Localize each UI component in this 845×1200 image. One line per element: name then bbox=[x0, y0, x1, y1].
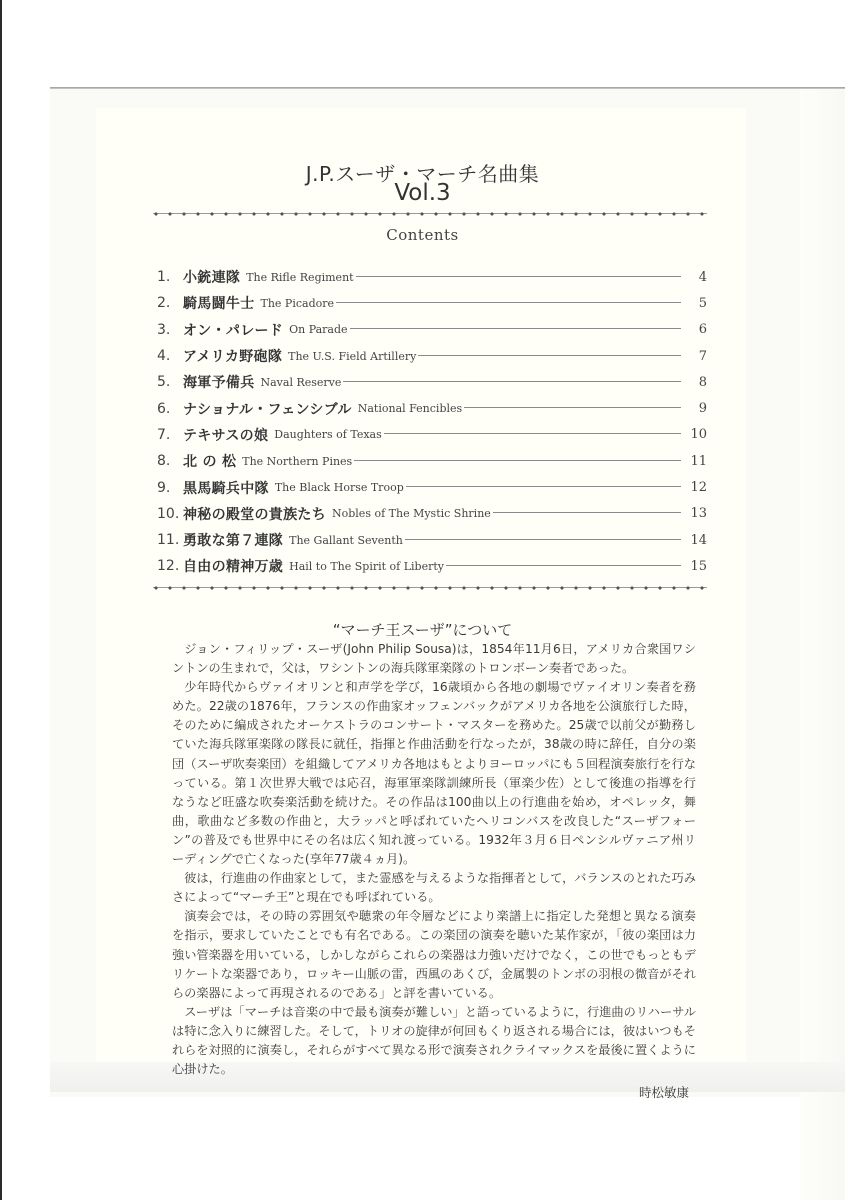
paragraph: 彼は，行進曲の作曲家として，また霊感を与えるような指揮者として，バランスのとれた巧みさによって“マーチ王”と現在でも呼ばれている。 bbox=[172, 871, 696, 905]
toc-title-en: National Fencibles bbox=[357, 402, 463, 416]
toc-page-number: 13 bbox=[690, 506, 707, 522]
toc-title-jp: 勇敢な第７連隊 bbox=[183, 533, 284, 550]
toc-number: 7. bbox=[157, 426, 171, 443]
toc-title-jp: 神秘の殿堂の貴族たち bbox=[183, 506, 326, 523]
toc-entry[interactable] bbox=[157, 395, 707, 421]
toc-title-en: On Parade bbox=[289, 323, 348, 337]
toc-entry[interactable] bbox=[157, 448, 707, 474]
toc-title-jp: 黒馬騎兵中隊 bbox=[183, 480, 269, 497]
toc-number: 6. bbox=[157, 400, 171, 417]
toc-title-en: The Black Horse Troop bbox=[274, 481, 404, 495]
toc-entry[interactable] bbox=[157, 527, 707, 553]
toc-title-jp: 小銃連隊 bbox=[183, 270, 241, 287]
toc-number: 3. bbox=[157, 321, 171, 338]
toc-number: 1. bbox=[157, 269, 171, 286]
toc-page-number: 5 bbox=[698, 295, 707, 311]
leader-line bbox=[464, 407, 681, 408]
contents-heading: Contents bbox=[386, 226, 459, 244]
leader-line bbox=[354, 460, 681, 461]
toc-title-en: Nobles of The Mystic Shrine bbox=[332, 507, 491, 521]
toc-number: 4. bbox=[157, 348, 171, 365]
author-signature: 時松敏康 bbox=[638, 1085, 689, 1100]
toc-page-number: 14 bbox=[690, 532, 707, 548]
toc-title-en: Hail to The Spirit of Liberty bbox=[289, 559, 445, 573]
toc-title-en: The Picadore bbox=[260, 296, 334, 310]
toc-page-number: 7 bbox=[698, 348, 707, 364]
toc-title-jp: オン・パレード bbox=[183, 322, 284, 339]
toc-page-number: 8 bbox=[698, 374, 707, 390]
leader-line bbox=[405, 539, 681, 540]
toc-entry[interactable] bbox=[157, 422, 707, 448]
toc-title-jp: 自由の精神万歳 bbox=[183, 559, 284, 576]
about-body bbox=[172, 640, 696, 1079]
toc-page-number: 4 bbox=[698, 269, 707, 285]
leader-line bbox=[406, 486, 681, 487]
toc-number: 5. bbox=[157, 374, 171, 391]
toc-title-jp: 海軍予備兵 bbox=[183, 375, 255, 392]
about-heading: “マーチ王スーザ”について bbox=[332, 621, 513, 639]
ornament-divider-top bbox=[153, 211, 707, 217]
page-top-edge bbox=[50, 87, 845, 89]
toc-entry[interactable] bbox=[157, 317, 707, 343]
leader-line bbox=[446, 565, 681, 566]
toc-number: 9. bbox=[157, 479, 171, 496]
toc-title-en: The Rifle Regiment bbox=[246, 270, 354, 284]
toc-number: 10. bbox=[157, 505, 180, 522]
toc-number: 8. bbox=[157, 453, 171, 470]
paragraph: ジョン・フィリップ・スーザ(John Philip Sousa)は，1854年11月6日，アメリカ合衆国ワシントンの生まれで，父は，ワシントンの海兵隊軍楽隊のトロンボーン奏者であった。 bbox=[172, 642, 696, 676]
toc-entry[interactable] bbox=[157, 343, 707, 369]
toc-page-number: 6 bbox=[698, 322, 707, 338]
toc-page-number: 12 bbox=[690, 480, 707, 496]
toc-number: 2. bbox=[157, 295, 171, 312]
leader-line bbox=[493, 512, 681, 513]
leader-line bbox=[356, 276, 681, 277]
leader-line bbox=[384, 433, 681, 434]
toc-page-number: 15 bbox=[690, 558, 707, 574]
toc-title-jp: 北 の 松 bbox=[183, 454, 237, 471]
paragraph: 演奏会では，その時の雰囲気や聴衆の年令層などにより楽譜上に指定した発想と異なる演奏を指示，要求していたことでも有名である。この楽団の演奏を聴いた某作家が，｢彼の楽団は力強い管楽器を用いている，しかしながらこれらの楽器は力強いだけでなく，この世でもっともデリケートな楽器であり，ロッキー山脈の雷，西風のあくび，金属製のトンボの羽根の微音がそれらの楽器によって再現されるのである」と評を書いている。 bbox=[172, 909, 696, 1000]
toc-entry[interactable] bbox=[157, 553, 707, 579]
paragraph: 少年時代からヴァイオリンと和声学を学び，16歳頃から各地の劇場でヴァイオリン奏者を務めた。22歳の1876年，フランスの作曲家オッフェンバックがアメリカ各地を公演旅行した時，そのために編成されたオーケストラのコンサート・マスターを務めた。25歳で以前父が勤務していた海兵隊軍楽隊の隊長に就任，指揮と作曲活動を行なったが，38歳の時に辞任，自分の楽団（スーザ吹奏楽団）を組織してアメリカ各地はもとよりヨーロッパにも５回程演奏旅行を行なっている。第１次世界大戦では応召，海軍軍楽隊訓練所長（軍楽少佐）として後進の指導を行なうなど旺盛な吹奏楽活動を続けた。その作品は100曲以上の行進曲を始め，オペレッタ，舞曲，歌曲など多数の作曲と，大ラッパと呼ばれていたヘリコンバスを改良した“スーザフォーン”の普及でも世界中にその名は広く知れ渡っている。1932年３月６日ペンシルヴァニア州リーディングで亡くなった(享年77歳４ヵ月)。 bbox=[172, 680, 696, 867]
volume-label: Vol.3 bbox=[394, 180, 451, 206]
table-of-contents bbox=[157, 264, 707, 580]
book-title: J.P.スーザ・マーチ名曲集 bbox=[305, 162, 540, 186]
toc-entry[interactable] bbox=[157, 501, 707, 527]
toc-title-en: The Gallant Seventh bbox=[289, 533, 403, 547]
leader-line bbox=[336, 302, 681, 303]
toc-page-number: 10 bbox=[690, 427, 707, 443]
toc-entry[interactable] bbox=[157, 264, 707, 290]
toc-page-number: 9 bbox=[698, 401, 707, 417]
toc-number: 12. bbox=[157, 558, 180, 575]
leader-line bbox=[418, 355, 681, 356]
page-right-margin bbox=[800, 89, 845, 1200]
toc-title-en: Daughters of Texas bbox=[274, 428, 382, 442]
toc-title-jp: テキサスの娘 bbox=[183, 427, 269, 444]
toc-page-number: 11 bbox=[690, 453, 707, 469]
ornament-divider-bottom bbox=[153, 585, 707, 591]
toc-title-jp: ナショナル・フェンシブル bbox=[183, 401, 352, 418]
leader-line bbox=[343, 381, 681, 382]
toc-entry[interactable] bbox=[157, 290, 707, 316]
leader-line bbox=[350, 328, 681, 329]
toc-title-en: The Northern Pines bbox=[242, 454, 353, 468]
toc-title-jp: アメリカ野砲隊 bbox=[183, 349, 283, 366]
toc-number: 11. bbox=[157, 532, 180, 549]
toc-title-en: The U.S. Field Artillery bbox=[288, 349, 417, 363]
toc-title-jp: 騎馬闘牛士 bbox=[183, 296, 255, 313]
toc-entry[interactable] bbox=[157, 474, 707, 500]
paragraph: スーザは「マーチは音楽の中で最も演奏が難しい」と語っているように，行進曲のリハーサルは特に念入りに練習した。そして，トリオの旋律が何回もくり返される場合には，彼はいつもそれらを対照的に演奏し，それらがすべて異なる形で演奏されクライマックスを最後に置くように心掛けた。 bbox=[172, 1004, 696, 1077]
toc-title-en: Naval Reserve bbox=[260, 375, 342, 389]
toc-entry[interactable] bbox=[157, 369, 707, 395]
